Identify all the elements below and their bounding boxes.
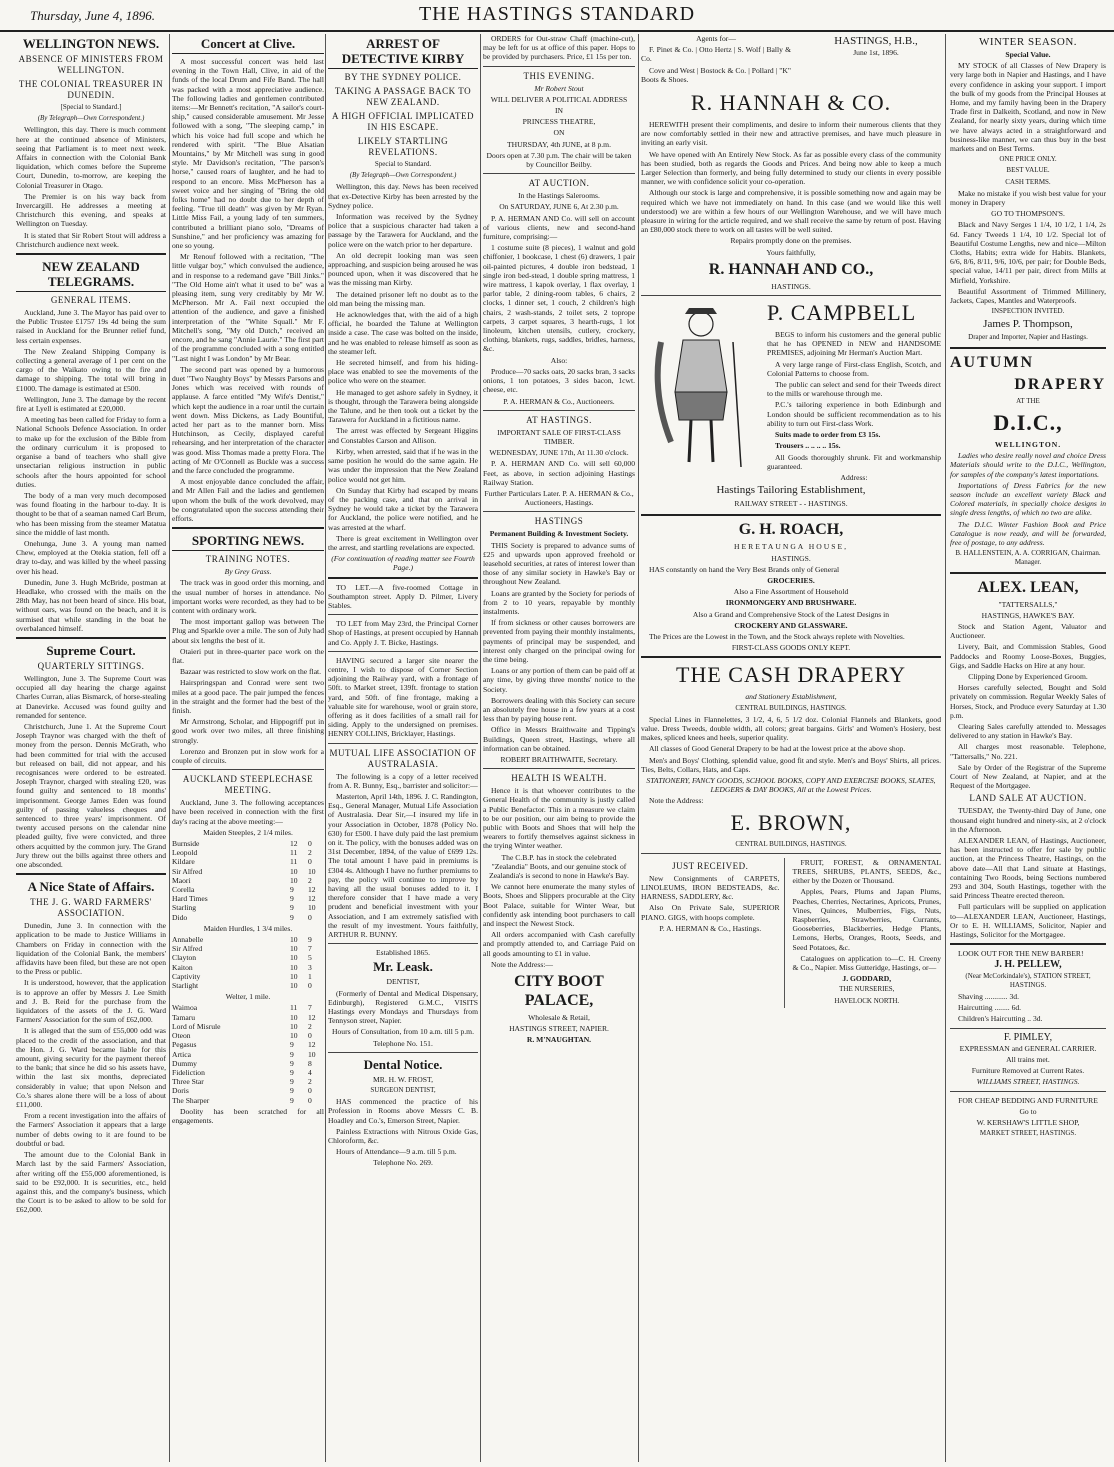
paragraph: Wellington, this day. News has been received that ex-Detective Kirby has been arrested by the Sydney police. [328, 182, 478, 210]
paragraph: (Formerly of Dental and Medical Dispensary, Edinburgh), Registered G.M.C., VISITS Hastings every Mondays and Thursdays from Tennyson street, Napier. [328, 988, 478, 1026]
paragraph: Loans are granted by the Society for periods of from 2 to 10 years, repayable by monthly instalments. [483, 588, 635, 616]
ad-text: J. GODDARD, [842, 974, 892, 984]
column-4 [483, 34, 635, 1462]
ad-text: LOOK OUT FOR THE NEW BARBER! [958, 949, 1084, 959]
ad-text: Also a Grand and Comprehensive Stock of the Latest Designs in [692, 609, 890, 619]
paragraph: Also On Private Sale, SUPERIOR PIANO. GIGS, with hoops complete. [641, 903, 780, 922]
ad-text: W. KERSHAW'S LITTLE SHOP, [976, 1118, 1080, 1128]
horse: Starlight [172, 981, 199, 991]
horse: Kaiton [172, 962, 193, 972]
paragraph: FRUIT, FOREST, & ORNAMENTAL TREES, SHRUBS, PLANTS, SEEDS, &c., either by the Dozen or Thousand. [792, 857, 941, 886]
paragraph: Bazaar was restricted to slow work on the flat. [180, 667, 322, 677]
ad-text: Permanent Building & Investment Society. [489, 529, 629, 539]
ad-text: The C.B.P. has in stock the celebrated "Zealandia" Boots, and our genuine stock of Zealandia's is second to none in Hawke's Bay. [489, 852, 629, 881]
classified-ad: TO LET from May 23rd, the Principal Corner Shop of Hastings, at present occupied by Hannah and Co. Apply J. T. Bicke, Hastings. [328, 619, 478, 647]
ad-text: BEST VALUE. [1006, 166, 1050, 175]
paragraph: The body of a man very much decomposed was found floating in the harbour to-day. It is thought to be that of a seaman named Carl Brum, who has been missing from the steamer Matatua since the middle of last month. [16, 490, 166, 537]
paragraph: Dunedin, June 3. In connection with the application to be made to Justice Williams in Chambers on Friday in connection with the liquidation of the Colonial Bank, the members' affidavits have been filed, but these are not open to the Press or public. [16, 921, 166, 977]
horse: Burnside [172, 839, 200, 849]
ad-text: WEDNESDAY, JUNE 17th, At 11.30 o'clock. [489, 448, 629, 458]
paragraph: All orders accompanied with Cash carefully and promptly attended to, and Carriage Paid on all goods amounting to £1 in value. [483, 930, 635, 958]
paragraph: Doolity has been scratched for all engagements. [172, 1106, 324, 1125]
paragraph: There is great excitement in Wellington over the arrest, and startling revelations are expected. [328, 533, 478, 552]
ad-text: P. A. HERMAN & Co., Hastings. [659, 923, 762, 933]
headline: Concert at Clive. [172, 36, 324, 54]
ad-text: Telephone No. 151. [373, 1038, 433, 1048]
ad-text: CROCKERY AND GLASSWARE. [734, 620, 848, 630]
paragraph: A most enjoyable dance concluded the affair, and Mr Allen Fail and the ladies and gentlemen upon whom the bulk of the work devolved, may be congratulated upon the success attending their efforts. [172, 477, 324, 523]
paragraph: Wellington, June 3. The Supreme Court was occupied all day hearing the charge against Charles Curran, alias Bismarck, of horse-stealing at Danevirke. Accused was found guilty and remanded for sentence. [16, 673, 166, 720]
ad-text: Also a Fine Assortment of Household [733, 587, 849, 597]
paragraph: Wellington, June 3. The damage by the recent fire at Lyell is estimated at £20,000. [16, 394, 166, 414]
ad-text: James P. Thompson, [983, 318, 1073, 331]
horse: Captivity [172, 971, 201, 981]
issue-date: Thursday, June 4, 1896. [30, 8, 155, 23]
paragraph: The arrest was effected by Sergeant Higgins and Constables Carson and Allison. [328, 426, 478, 445]
ad-text: Special Value. [1005, 50, 1051, 59]
paragraph: Borrowers dealing with this Society can secure an absolutely free house in a few years at a cost less than by paying house rent. [483, 695, 635, 724]
paragraph: Apples, Pears, Plums and Japan Plums, Peaches, Cherries, Nectarines, Apricots, Prunes, Vines, Quinces, Mulberries, Figs, Nuts, Raspberries, Strawberries, Currants, Gooseberries, Blackberries, Hedge Plants, Lemons, Herbs, Oranges, Roots, Seeds, and Seed Potatoes, &c. [792, 887, 941, 952]
paragraph: Black and Navy Serges 1 1/4, 10 1/2, 1 1/4, 2s 6d. Fancy Tweeds 1 1/4, 10 1/2. Special lot of Beautiful Costume Lengths, new and nice—Milton Cloths, Habits; extra wide for Habits. Blankets, 6/6, 8/6, 8/11, 9/6, 10/6, per pair; for Double Beds, special value, 14/11 per pair, direct from Mills at Mirfield, Yorkshire. [950, 220, 1106, 285]
ad-text: FOR CHEAP BEDDING AND FURNITURE [958, 1095, 1098, 1105]
subheading: THE J. G. WARD FARMERS' ASSOCIATION. [30, 897, 152, 919]
column-1 [16, 34, 166, 1462]
ad-text: ON [553, 128, 565, 138]
ad-text: Agents for— [696, 34, 736, 43]
paragraph: Ladies who desire really novel and choice Dress Materials should write to the D.I.C., Wellington, for samples of the company's latest importations. [950, 451, 1106, 479]
paragraph: Painless Extractions with Nitrous Oxide Gas, Chloroform, &c. [328, 1126, 478, 1146]
headline: ARREST OF DETECTIVE KIRBY [328, 36, 478, 69]
paragraph: The Premier is on his way back from Invercargill. He addresses a meeting at Christchurch this evening, and speaks at Wellington on Tuesday. [16, 191, 166, 229]
paragraph: Onehunga, June 3. A young man named Chew, employed at the Otekia station, fell off a dray to-day, and was killed by the wheel passing over his head. [16, 538, 166, 576]
paragraph: Make no mistake if you wish best value for your money in Drapery [950, 188, 1106, 208]
ad-text: Established 1865. [376, 948, 430, 958]
ad-text: Further Particulars Later. P. A. HERMAN & Co., Auctioneers, Hastings. [484, 488, 634, 508]
ad-text: Clipping Done by Experienced Groom. [968, 671, 1088, 681]
ad-text: Note the Address:— [491, 959, 554, 969]
paragraph: Auckland, June 3. The following acceptances have been received in connection with the first day's racing at the above meeting:— [172, 798, 324, 826]
ad-text: WILL DELIVER A POLITICAL ADDRESS [490, 94, 628, 104]
paragraph: If from sickness or other causes borrowers are prevented from paying their monthly instalments, payments of principal may be suspended, and interest only charged on the principal owing for the time being. [483, 618, 635, 664]
paragraph: It is understood, however, that the application is to approve an offer by Messrs J. Lee Smith and J. B. Reid for the purchase from the liquidators of the assets of the J. G. Ward Farmers' Association for the sum of £62,000. [16, 978, 166, 1025]
horse: Maori [172, 875, 191, 885]
ad-heading: HEALTH IS WEALTH. [511, 773, 607, 784]
date: June 1st, 1896. [853, 48, 899, 57]
byline: (By Telegraph—Own Correspondent.) [37, 114, 145, 123]
ad-heading: AT AUCTION. [528, 178, 590, 189]
subheading: TRAINING NOTES. [205, 554, 291, 565]
subheading: ABSENCE OF MINISTERS FROM WELLINGTON. [18, 54, 164, 75]
price-line: Haircutting ........ 6d. [958, 1003, 1022, 1013]
ad-heading: LAND SALE AT AUCTION. [969, 793, 1087, 804]
paragraph: All charges most reasonable. Telephone, "Tattersalls," No. 221. [950, 742, 1106, 761]
horse: Artica [172, 1049, 191, 1059]
ad-text: ROBERT BRAITHWAITE, Secretary. [500, 755, 618, 764]
classified-ad: HAVING secured a larger site nearer the centre, I wish to dispose of Corner Section adjoining the Railway yard, with a frontage of 50ft. to Market street, 139ft. frontage to station yard, and 50ft. of fine frontage, making a valuable site for warehouse, wool or grain store, offering as it does facilities of a small rail for siding. Apply to the undersigned on premises. HENRY COLLINS, Bricklayer, Hastings. [328, 655, 478, 739]
paragraph: He secreted himself, and from his hiding-place was enabled to see the movements of the police who were on the steamer. [328, 358, 478, 386]
race-title: Maiden Steeples, 2 1/4 miles. [203, 827, 293, 837]
ad-text: (Near McCorkindale's), STATION STREET, HASTINGS. [965, 971, 1091, 989]
ad-text: Mr Robert Stout [534, 83, 584, 93]
headline: NEW ZEALAND TELEGRAMS. [16, 259, 166, 292]
horse: Doris [172, 1086, 189, 1096]
column-6 [950, 34, 1106, 1462]
classified-ad: TO LET.—A five-roomed Cottage in Southampton street. Apply D. Pilmer, Livery Stables. [328, 582, 478, 610]
horse: Sir Alfred [172, 866, 203, 876]
ad-text: Note the Address: [649, 796, 704, 806]
paragraph: Information was received by the Sydney police that a suspicious character had taken a passage by the Tarawera for Auckland, and the police were on the watch prior to her departure. [328, 212, 478, 249]
paragraph: Office in Messrs Braithwaite and Tipping's Buildings, Queen street, Hastings, where all information can be obtained. [483, 725, 635, 753]
paragraph: A meeting has been called for Friday to form a National Schools Defence Association. In order to make up for the exclusion of the Bible from the ordinary curriculum it is proposed to organise a band of teachers who shall give unsectarian religious instruction in public schools after the hours appointed for school duties. [16, 415, 166, 489]
paragraph: Full particulars will be supplied on application to—ALEXANDER LEAN, Auctioneer, Hastings, Or to E. H. WILLIAMS, Solicitor, Napier and Hastings, Solicitor for the Mortgagee. [950, 902, 1106, 940]
paragraph: The D.I.C. Winter Fashion Book and Price Catalogue is now ready, and will be forwarded, free of postage, to any address. [950, 519, 1106, 547]
paragraph: From a recent investigation into the affairs of the Farmers' Association it appears that a large number of debts owing to it are found to be doubtful or bad. [16, 1111, 166, 1148]
paragraph: He acknowledges that, with the aid of a high official, he boarded the Talune at Wellington inside a case. The case was bolted on the inside, and he was enabled to release himself as soon as the steamer left. [328, 310, 478, 356]
ad-text: GROCERIES. [767, 575, 815, 585]
horse: Waimoa [172, 1003, 198, 1013]
ad-text: All trains met. [1006, 1055, 1050, 1065]
byline: By Grey Grass. [224, 567, 272, 577]
ad-text: Wholesale & Retail, [528, 1013, 590, 1023]
ad-text: HASTINGS. [771, 281, 811, 291]
ad-text: Hours of Consultation, from 10 a.m. till 5 p.m. [332, 1027, 474, 1037]
ad-text: GO TO THOMPSON'S. [991, 209, 1065, 219]
paragraph: Hence it is that whoever contributes to the General Health of the community is justly called a Public Benefactor. This in a measure we claim to be our position, our aim being to provide the public with Boots and Shoes that will help the wearers to fortify themselves against sickness in the trying Winter weather. [483, 786, 635, 851]
paragraph: Kirby, when arrested, said that if he was in the same position he would do the same again. He was under the impression that the New Zealand police would not get him. [328, 446, 478, 484]
ad-text: HASTINGS STREET, NAPIER. [509, 1024, 609, 1034]
horse: Fideliction [172, 1067, 205, 1077]
subheading: QUARTERLY SITTINGS. [37, 660, 145, 671]
paragraph: Mr Armstrong, Scholar, and Hippogriff put in good work over two miles, all three finishing strongly. [172, 717, 324, 745]
ad-text: FIRST-CLASS GOODS ONLY KEPT. [731, 643, 851, 653]
paragraph: Men's and Boys' Clothing, splendid value, good fit and style. Men's and Boys' Shirts, all prices. Ties, Belts, Collars, Hats, and Caps. [641, 755, 941, 774]
paragraph: An old decrepit looking man was seen approaching, and suspicion being aroused he was pounced upon, when it was discovered that he was the missing man Kirby. [328, 250, 478, 288]
horse: Kildare [172, 857, 195, 867]
subheading: AUCKLAND STEEPLECHASE MEETING. [182, 774, 314, 796]
signature: R. HANNAH AND CO., [708, 260, 874, 278]
paragraph: Livery, Bait, and Commission Stables, Good Paddocks and Roomy Loose-Boxes, Buggies, Gigs, and Saddle Hacks on Hire at any hour. [950, 642, 1106, 670]
paragraph: Lorenzo and Bronzen put in slow work for a couple of circuits. [172, 746, 324, 766]
paragraph: Stock and Station Agent, Valuator and Auctioneer. [950, 621, 1106, 641]
column-2 [172, 34, 324, 1462]
masthead [0, 0, 1114, 32]
newspaper-title: THE HASTINGS STANDARD [418, 3, 696, 25]
headline: WELLINGTON NEWS. [22, 36, 160, 51]
paragraph: The most important gallop was between The Plug and Sparkle over a mile. The son of July had about six lengths the best of it. [172, 617, 324, 645]
ad-text: ONE PRICE ONLY. [999, 155, 1057, 164]
ad-text: Yours faithfully, [766, 247, 816, 257]
horse: Starling [172, 903, 197, 913]
byline: Special to Standard. [374, 160, 432, 168]
ad-text: MR. H. W. FROST, [373, 1074, 433, 1084]
paragraph: ALEXANDER LEAN, of Hastings, Auctioneer, has been instructed to offer for sale by public auction, at the Princess Theatre, Hastings, on the above date—All that Land situate at Hastings, containing Two Roods, being Sections numbered 293 and 304, South Hastings, together with the said Princess Theatre erected thereon. [950, 836, 1106, 901]
ad-text: In the Hastings Salerooms. [518, 191, 600, 201]
paragraph: P.C.'s tailoring experience in both Edinburgh and London should be sufficient recommendation as to his ability to turn out First-class Work. [767, 400, 941, 428]
paragraph: The following is a copy of a letter received from A. R. Bunny, Esq., barrister and solicitor:— [328, 771, 478, 790]
ad-text: PRINCESS THEATRE, [522, 117, 596, 127]
ad-text: HAVELOCK NORTH. [834, 996, 900, 1005]
horse: Corella [172, 885, 195, 895]
paragraph: We have opened with An Entirely New Stock. As far as possible every class of the community has been studied, both as regards the Goods and Prices. And being now able to keep a much Larger Selection than formerly, and being fully determined to study our clients in every possible manner, we with confidence solicit your co-operation. [641, 149, 941, 187]
paragraph: He managed to get ashore safely in Sydney, it is thought, through the Tarawera being alongside the Talune, and he then took out a ticket by the Tarawera for Auckland in a fictitious name. [328, 387, 478, 425]
paragraph: Horses carefully selected, Bought and Sold privately on commission. Regular Weekly Sales of Horses, Stock, and Produce every Saturday at 1.30 p.m. [950, 683, 1106, 720]
ad-text: Draper and Importer, Napier and Hastings. [968, 333, 1088, 342]
ad-text: and Stationery Establishment, [745, 692, 837, 702]
column-5 [641, 34, 941, 1462]
byline: (By Telegraph—Own Correspondent.) [349, 171, 457, 180]
paragraph: Mr Renouf followed with a recitation, "The little vulgar boy," which convulsed the audience, and in response to a redemand gave "Bill Jinks." "The Old Home ain't what it used to be" was a pleasing item, sung very creditably by Mr W. McPherson. Mr A. Fail next occupied the attention of the audience, and gave a finished interpretation of the "White Squall." Mr F. Mitchell's song, "My old Dutch," received an encore, and he sang "Annie Laurie." The first part of the programme concluded with a song entitled "Last night I was London" by Mr Bear. [172, 252, 324, 363]
paragraph: P. A. HERMAN AND Co. will sell on account of various clients, new and second-hand furniture, comprising:— [483, 213, 635, 242]
ad-text: Address: [840, 472, 868, 482]
paragraph: Special Lines in Flannelettes, 3 1/2, 4, 6, 5 1/2 doz. Colonial Flannels and Blankets, good value. Dress Tweeds, double width, all colors; great bargains. Girls' and Women's Hosiery, best makes, spliced knees and heels, superior quality. [641, 714, 941, 743]
ad-heading-hannah: R. HANNAH & CO. [690, 90, 892, 116]
paragraph: It is alleged that the sum of £55,000 odd was placed to the credit of the association, and that the Hon. J. G. Ward became liable for this amount, giving security for the payment thereof to the bank; that since he did so his assets have, within the last six months, depreciated considerably in value; that upon Nelson and Co.'s shares alone there will be a loss of about £11,000. [16, 1026, 166, 1110]
paragraph: HEREWITH present their compliments, and desire to inform their numerous clients that they are now comfortably settled in their new and attractive premises, and have much pleasure in inviting an early visit. [641, 120, 941, 148]
subheading: A HIGH OFFICIAL IMPLICATED IN HIS ESCAPE. [332, 111, 474, 132]
ad-heading: Mr. Leask. [373, 959, 433, 975]
paragraph: Produce—70 sacks oats, 20 sacks bran, 3 sacks onions, 1 ton potatoes, 3 sides bacon, 1cwt. cheese, etc. [483, 366, 635, 395]
ad-text: Go to [1019, 1106, 1037, 1116]
ad-text: CENTRAL BUILDINGS, HASTINGS. [735, 839, 847, 848]
ad-text: "TATTERSALLS," [998, 599, 1058, 609]
acceptances-table-2: Annabelle 10 9 Sir Alfred 10 7 Clayton 10 5 Kaiton 10 3 Captivity 10 1 Starlight 10 0 [172, 935, 312, 991]
paragraph: P. A. HERMAN AND Co. will sell 60,000 Feet, as above, in section adjoining Hastings Railway Station. [483, 459, 635, 487]
ad-text: HERETAUNGA HOUSE, [734, 542, 848, 552]
paragraph: Hours of Attendance—9 a.m. till 5 p.m. [336, 1147, 457, 1157]
paragraph: Wellington, this day. There is much comment here at the continued absence of Ministers, seeing that Parliament is to meet next week. Affairs in connection with the Colonial Bank liquidation, which comes before the Supreme Court, Dunedin, to-morrow, are keeping the Colonial Treasurer in Otago. [16, 125, 166, 190]
ad-text: WELLINGTON. [994, 439, 1062, 449]
ad-heading: JUST RECEIVED. [672, 860, 749, 871]
ad-text: On SATURDAY, JUNE 6, At 2.30 p.m. [499, 202, 619, 212]
column-3 [328, 34, 478, 1462]
ad-text: EXPRESSMAN and GENERAL CARRIER. [959, 1043, 1097, 1053]
paragraph: Otaieri put in three-quarter pace work on the flat. [172, 646, 324, 665]
ad-text: HASTINGS. [771, 553, 811, 563]
byline: [Special to Standard.] [60, 103, 122, 111]
paragraph: Auckland, June 3. The Mayor has paid over to the Public Trustee £1757 19s 4d being the sum raised in Auckland for the Brunner relief fund, less certain expenses. [16, 308, 166, 345]
paragraph: Catalogues on application to—C. H. Creeny & Co., Napier. Miss Gutteridge, Hastings, or— [792, 953, 941, 973]
paragraph: All classes of Good General Drapery to be had at the lowest price at the above shop. [649, 744, 906, 754]
ad-text: RAILWAY STREET - - HASTINGS. [734, 499, 848, 509]
horse: Dummy [172, 1058, 197, 1068]
paragraph: On Sunday that Kirby had escaped by means of the packing case, and that on arrival in Sydney he would take a ticket by the Tarawera for Auckland, the police were notified, and he was arrested at the wharf. [328, 485, 478, 532]
subheading: TAKING A PASSAGE BACK TO NEW ZEALAND. [334, 86, 472, 107]
ad-heading: THIS EVENING. [523, 70, 595, 81]
paragraph: Clearing Sales carefully attended to. Messages delivered to any station in Hawke's Bay. [950, 721, 1106, 741]
horse: Clayton [172, 953, 197, 963]
ad-text: DENTIST, [386, 977, 420, 987]
horse: Annabelle [172, 935, 204, 945]
paragraph: The second part was opened by a humorous duet "Two Naughty Boys" by Messrs Parsons and Jones which was received with rounds of applause. A farce entitled "My Wife's Dentist," which kept the audience in a roar until the curtain went down. Miss Dickens, as Lady Bountiful, acted her part as to the manner born. Miss Hutchinson, as Cecily, displayed careful rehearsing, and her interpretation of the character was good. Miss Thomas made a pretty Flora. The acting of Mr O'Connell as Buckle was a success and the farce concluded the programme. [172, 364, 324, 475]
paragraph: Loans or any portion of them can be paid off at any time, by giving three months' notice to the Society. [483, 666, 635, 694]
paragraph: We cannot here enumerate the many styles of Boots, Shoes and Slippers procurable at the City Boot Palace, suitable for Winter Wear, but confidently ask intending boot purchasers to call and inspect the Newest Stock. [483, 882, 635, 929]
ad-heading-cash-drapery: THE CASH DRAPERY [676, 662, 906, 688]
ad-text: AT THE [1016, 396, 1040, 405]
paragraph: MY STOCK of all Classes of New Drapery is very large both in Napier and Hastings, and I have every confidence in asking your support. I import the bulk of my goods from the Principal Houses at Home, and my family having been in the Drapery Trade first in Dalkeith, Scotland, and now in New Zealand, for nearly sixty years, during which time we have always acted in a straightforward and business-like manner, we can thus buy in the best markets and on Best Terms. [950, 61, 1106, 154]
subheading: LIKELY STARTLING REVELATIONS. [357, 136, 449, 157]
horse: The Sharper [172, 1095, 210, 1105]
ad-text: IMPORTANT SALE OF FIRST-CLASS TIMBER. [497, 427, 621, 446]
paragraph: Hairspringspan and Conrad were sent two miles at a good pace. The pair jumped the fences in the straight and the former had the best of the finish. [172, 678, 324, 715]
ad-text: STATIONERY, FANCY GOODS, SCHOOL BOOKS, COPY AND EXERCISE BOOKS, SLATES, LEDGERS & DAY BOOKS, All at the Lowest Prices. [646, 775, 936, 795]
paragraph: Although our stock is large and comprehensive, it is possible something now and again may be required which we have not immediately on hand. In this case (and we would like this well understood) we are within a few hours of our Wellington Warehouse, and we will have much pleasure in wiring for the article required, and we shall receive the same by return of post. Having an £80,000 stock there to work on all tastes will be well suited. [641, 188, 941, 235]
paragraph: All Goods thoroughly shrunk. Fit and workmanship guaranteed. [767, 452, 941, 471]
ad-heading: DRAPERY [1014, 375, 1106, 393]
horse: Dido [172, 912, 188, 922]
headline: Supreme Court. [46, 642, 136, 658]
ad-text: WILLIAMS STREET, HASTINGS. [976, 1077, 1080, 1087]
ad-text: Also: [550, 355, 568, 365]
ad-heading-campbell: P. CAMPBELL [767, 300, 917, 326]
acceptances-table-3: Waimoa 11 7 Tamaru 10 12 Lord of Misrule 10 2 Oteon 10 0 Pegasus 9 12 Artica 9 10 Dummy 9 8 Fideliction 9 4 Three Star 9 2 Doris 9 0 The Sharper 9 0 [172, 1003, 316, 1105]
ad-text: B. HALLENSTEIN, A. A. CORRIGAN, Chairman. Manager. [955, 549, 1101, 567]
acceptances-table-1: Burnside 12 0 Leopold 11 2 Kildare 11 0 Sir Alfred 10 10 Maori 10 2 Corella 9 12 Hard Times 9 12 Starling 9 10 Dido 9 0 [172, 839, 316, 922]
paragraph: Importations of Dress Fabrics for the new season include an excellent variety Black and Colored materials, in specially choice designs in single dress lengths, of which no two are alike. [950, 480, 1106, 518]
horse: Hard Times [172, 894, 208, 904]
paragraph: THIS Society is prepared to advance sums of £25 and upwards upon approved freehold or leasehold securities, at rates of interest lower than those of any similar society in Hawke's Bay or throughout New Zealand. [483, 540, 635, 587]
race-title: Welter, 1 mile. [225, 992, 271, 1002]
ad-heading-roach: G. H. ROACH, [738, 521, 844, 539]
horse: Tamaru [172, 1012, 196, 1022]
paragraph: Christchurch, June 1. At the Supreme Court Joseph Traynor was charged with the theft of money from the person. Dennis McGrath, who had been committed for trial with the accused but released on bail, did not appear, and his recognisances were ordered to be estreated. Joseph Traynor, charged with stealing £20, was found guilty and sentenced to 18 months' imprisonment. George James Eden was found guilty of passing valueless cheques and sentenced to three years' imprisonment. Of twenty accused persons on the calendar nine pleaded guilty, five were convicted, and three others acquitted by the common jury. The Grand Jury threw out the bills against three others and one absconded. [16, 721, 166, 870]
paragraph: New Consignments of CARPETS, LINOLEUMS, IRON BEDSTEADS, &c. HARNESS, SADDLERY, &c. [641, 873, 780, 902]
ad-text: MARKET STREET, HASTINGS. [979, 1129, 1077, 1138]
subheading: BY THE SYDNEY POLICE. [344, 72, 462, 82]
headline: SPORTING NEWS. [172, 533, 324, 551]
paragraph: Beautiful Assortment of Trimmed Millinery, Jackets, Capes, Mantles and Waterproofs. [950, 286, 1106, 306]
subheading: THE COLONIAL TREASURER IN DUNEDIN. [18, 79, 164, 100]
ad-text: CASH TERMS. [1005, 177, 1051, 186]
price-line: Suits made to order from £3 15s. [775, 430, 881, 440]
ad-text: INSPECTION INVITED. [991, 307, 1065, 316]
ad-heading-brown: E. BROWN, [730, 809, 852, 835]
ad-heading: CITY BOOT PALACE, [514, 973, 604, 1010]
paragraph: It is stated that Sir Robert Stout will address a Christchurch audience next week. [16, 230, 166, 249]
paragraph: HAS commenced the practice of his Profession in Rooms above Messrs C. B. Hoadley and Co.'s, Emerson Street, Napier. [328, 1097, 478, 1125]
ad-heading: WINTER SEASON. [978, 36, 1078, 48]
ad-text: Hastings Tailoring Establishment, [716, 484, 866, 497]
ad-heading: HASTINGS [534, 516, 584, 527]
paragraph: Masterton, April 14th, 1896. J. C. Randington, Esq., General Manager, Mutual Life Association of Australasia. Dear Sir,—I insured my life in your Association in October, 1878 (Policy No. 630) for £500. I have duly paid the last premium on it. The policy, with the bonuses added was on 31st December, 1894, of the value of £699 12s. The total amount I have paid in premiums is £304 4s. Although I have no further premiums to pay, the policy will continue to improve by having all the usual bonuses added to it. I therefore consider that I have made a very prudent and beneficial investment with your Association, and I am extremely satisfied with the result of my investment. Yours faithfully, ARTHUR R. BUNNY. [328, 791, 478, 940]
ad-heading-dic: D.I.C., [993, 409, 1063, 435]
horse: Pegasus [172, 1040, 197, 1050]
paragraph: HAS constantly on hand the Very Best Brands only of General [649, 564, 840, 574]
ad-text: R. M'NAUGHTAN. [526, 1035, 592, 1045]
ad-text: F. Pinet & Co. | Otto Hertz | S. Wolf | Bally & Co. [641, 45, 791, 64]
ad-heading: AUTUMN [950, 353, 1034, 371]
price-line: Shaving ............ 3d. [958, 992, 1019, 1002]
horse: Sir Alfred [172, 944, 203, 954]
paragraph: Sale by Order of the Registrar of the Supreme Court of New Zealand, at Napier, and at the Request of the Mortgagee. [950, 762, 1106, 791]
paragraph: TUESDAY, the Twenty-third Day of June, one thousand eight hundred and ninety-six, at 2 o'clock in the Afternoon. [950, 806, 1106, 834]
ad-text: Repairs promptly done on the premises. [730, 236, 852, 246]
horse: Leopold [172, 848, 198, 858]
ad-text: IN [554, 106, 563, 116]
ad-text: J. H. PELLEW, [994, 959, 1062, 971]
ad-text: IRONMONGERY AND BRUSHWARE. [725, 598, 857, 608]
ad-heading: AT HASTINGS. [526, 414, 592, 425]
ad-heading: MUTUAL LIFE ASSOCIATION OF AUSTRALASIA. [329, 747, 477, 769]
ad-heading: Dental Notice. [363, 1056, 443, 1072]
horse: Three Star [172, 1077, 204, 1087]
ad-text: Furniture Removed at Current Rates. [971, 1066, 1085, 1076]
paragraph: The public can select and send for their Tweeds direct to the mills or warehouse through me. [767, 380, 941, 399]
horse: Lord of Misrule [172, 1021, 221, 1031]
ad-text: F. PIMLEY, [1003, 1031, 1053, 1043]
paragraph: 1 costume suite (8 pieces), 1 walnut and gold chiffonier, 1 bookcase, 1 chest (6) drawers, 1 pair oil-painted pictures, 4 double iron bedstead, 1 single iron bed-stead, 1 double spring mattress, 1 wire mattress, 1 kapok overlay, 1 flax overlay, 1 parlor table, 2 dining-room tables, 6 chairs, 2 clocks, 1 dinner set, 1 couch, 2 children's high chairs, 2 wash-stands, 2 toilet sets, 2 toprope carpets, 3 carpet squares, 3 hearth-rugs, 1 lot linoleum, kitchen utensils, cutlery, crockery, clothing, blankets, rugs, saddles, bridles, harness, &c. [483, 243, 635, 354]
ad-text: Telephone No. 269. [373, 1158, 433, 1168]
headline: A Nice State of Affairs. [27, 879, 155, 895]
ad-heading: ALEX. LEAN, [977, 578, 1079, 596]
ad-text: THE NURSERIES, [839, 985, 895, 994]
ad-text: Doors open at 7.30 p.m. The chair will be taken by Councillor Beilby. [486, 150, 632, 170]
paragraph: BEGS to inform his customers and the general public that he has OPENED in NEW and HANDSOME PREMISES, adjoining Mr Herman's Auction Mart. [767, 330, 941, 358]
classified-ad: ORDERS for Out-straw Chaff (machine-cut), may be left for us at office of this paper. Hops to be provided by purchasers. Price, £1 15s per ton. [483, 34, 635, 62]
continuation-note: (For continuation of reading matter see Fourth Page.) [331, 554, 475, 573]
paragraph: The New Zealand Shipping Company is collecting a general average of 1 per cent on the cargo of the Waikato owing to the fire and damage to shipping. The total will bring in £1000. The damage is estimated at £500. [16, 346, 166, 393]
ad-text: CENTRAL BUILDINGS, HASTINGS. [735, 703, 847, 712]
paragraph: Dunedin, June 3. Hugh McBride, postman at Headlake, who crossed with the mails on the 28th May, has not been heard of since. His boat, without oars, was found on the beach, and it is surmised that while standing in the boat he overbalanced himself. [16, 577, 166, 633]
race-title: Maiden Hurdles, 1 3/4 miles. [203, 923, 293, 933]
horse: Oteon [172, 1031, 191, 1041]
paragraph: The detained prisoner left no doubt as to the old man being the missing man. [328, 289, 478, 308]
subheading: GENERAL ITEMS. [50, 295, 132, 306]
place: HASTINGS, H.B., [834, 35, 918, 47]
paragraph: The amount due to the Colonial Bank in March last by the said Farmers' Association, after writing off the £55,000 aforementioned, is said to be £92,000. It is securities, etc., held against this, and the company's business, which the Court is to be asked to allow to be sold for £62,000. [16, 1150, 166, 1215]
ad-text: THURSDAY, 4th JUNE, at 8 p.m. [506, 139, 611, 149]
price-line: Trousers .. .. .. .. 15s. [775, 441, 841, 451]
ad-text: P. A. HERMAN & Co., Auctioneers. [503, 396, 615, 406]
paragraph: The Prices are the Lowest in the Town, and the Stock always replete with Novelties. [649, 631, 905, 641]
ad-text: SURGEON DENTIST, [370, 1086, 436, 1095]
price-line: Children's Haircutting .. 3d. [958, 1014, 1043, 1024]
paragraph: A most successful concert was held last evening in the Town Hall, Clive, in aid of the funds of the local Drum and Fife Band. The hall was packed with a most appreciative audience. The following ladies and gentlemen contributed items:—Mr Bennett's recitation, "A sailor's court-ship," caused considerable amusement. Mr Jesse followed with a song, "The sleeping camp," in which his voice had full scope and which he rendered with spirit. "The Blue Alsatian Mountains," by Mr Mitchell was sung in good style. Mr Davidson's recitation, "The parson's horse," caused roars of laughter, and he had to respond to an encore. Miss McPherson has a sweet voice and her singing of "Bring the old folks home" had no doubt due to her depth of feeling. "True till death" was given by Mr Ryan. Little Miss Fail, a young lady of ten summers, contributed a brilliant piano solo, "Dreams of Sunshine," and her proficiency was amazing for one so young. [172, 57, 324, 251]
ad-text: Cove and West | Bostock & Co. | Pollard | "K" Boots & Shoes. [641, 65, 791, 84]
paragraph: The track was in good order this morning, and the usual number of horses in attendance. No important works were recorded, as they had to be content with ordinary work. [172, 578, 324, 615]
ad-text: HASTINGS, HAWKE'S BAY. [981, 610, 1075, 620]
highlander-illustration [641, 302, 761, 472]
paragraph: A very large range of First-class English, Scotch, and Colonial Patterns to choose from. [767, 359, 941, 378]
